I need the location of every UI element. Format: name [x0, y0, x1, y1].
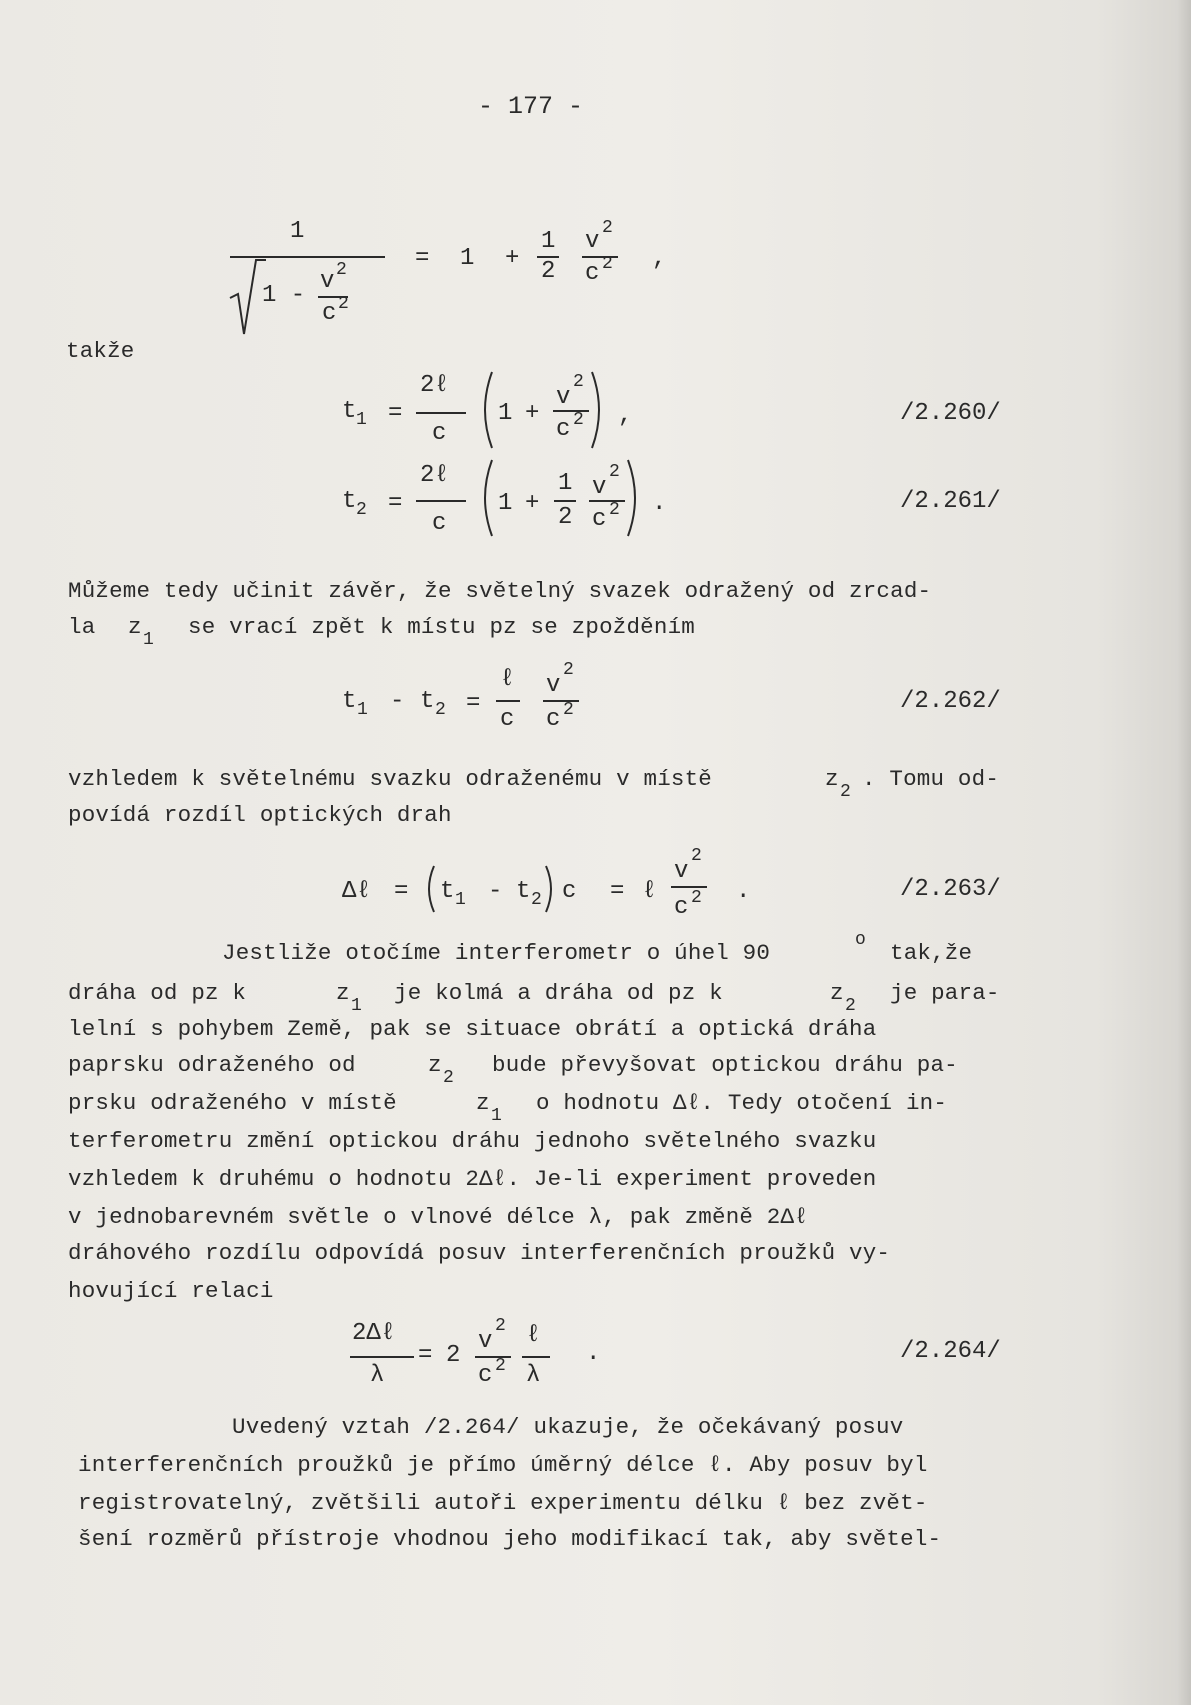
para4-line2: interferenčních proužků je přímo úměrný délce ℓ. Aby posuv byl [78, 1452, 928, 1478]
para3-l5-end: o hodnotu Δℓ. Tedy otočení in- [536, 1090, 948, 1116]
eq-sqrt-v: v [320, 268, 335, 295]
eq263-v-sq: 2 [691, 846, 702, 866]
eq-sqrt-c-sq: 2 [338, 294, 349, 314]
eq264-v-sq: 2 [495, 1316, 506, 1336]
eq263-t2-sub: 2 [531, 890, 542, 910]
eq264-bar [350, 1356, 414, 1358]
eq261-c: c [592, 506, 607, 533]
eq262-minus: - [390, 688, 405, 715]
eq262-c2-sq: 2 [563, 700, 574, 720]
eq261-half-den: 2 [558, 504, 573, 531]
eq264-lambda2: λ [526, 1362, 541, 1389]
para3-line3: lelní s pohybem Země, pak se situace obrátí a optická dráha [68, 1016, 877, 1042]
eq262-t2-sub: 2 [435, 700, 446, 720]
eq264-c-sq: 2 [495, 1356, 506, 1376]
para3-line9: dráhového rozdílu odpovídá posuv interferenčních proužků vy- [68, 1240, 891, 1266]
para2-line1-end: . Tomu od- [862, 766, 1000, 792]
para1-z: z [128, 614, 142, 640]
para4-line1: Uvedený vztah /2.264/ ukazuje, že očekávaný posuv [232, 1414, 904, 1440]
eq263-delta-ell: Δℓ [342, 878, 371, 905]
eq-top-c: c [585, 260, 600, 287]
para3-l5-z: z [476, 1090, 490, 1116]
eq260-c: c [556, 416, 571, 443]
eq261-half-bar [554, 500, 576, 502]
eq263-c2: c [674, 894, 689, 921]
eq-number-2-264: /2.264/ [900, 1338, 1001, 1365]
para3-l4-end: bude převyšovat optickou dráhu pa- [492, 1052, 958, 1078]
eq263-minus: - [488, 878, 503, 905]
eq260-v: v [556, 384, 571, 411]
right-paren-icon [542, 864, 558, 914]
eq264-lambda: λ [370, 1362, 385, 1389]
eq-top-v: v [585, 228, 600, 255]
eq262-v: v [546, 672, 561, 699]
left-paren-icon [476, 458, 496, 538]
para1-line2-end: se vrací zpět k místu pz se zpožděním [188, 614, 695, 640]
para1-z-sub: 1 [143, 630, 154, 650]
eq260-den: c [432, 420, 447, 447]
eq-top-v-sq: 2 [602, 218, 613, 238]
left-paren-icon [476, 370, 496, 450]
para3-line10: hovující relaci [68, 1278, 274, 1304]
eq-top-half-den: 2 [541, 258, 556, 285]
eq260-one: 1 [498, 400, 513, 427]
para3-l5-start: prsku odraženého v místě [68, 1090, 397, 1116]
eq-top-c-sq: 2 [602, 254, 613, 274]
page-number: - 177 - [478, 92, 584, 121]
eq261-bar [416, 500, 466, 502]
eq262-t1: t [342, 688, 357, 715]
para3-line7: vzhledem k druhému o hodnotu 2Δℓ. Je-li experiment proveden [68, 1166, 877, 1192]
eq262-equals: = [466, 690, 481, 717]
eq261-half-num: 1 [558, 470, 573, 497]
eq264-c: c [478, 1362, 493, 1389]
eq-number-2-261: /2.261/ [900, 488, 1001, 515]
para3-l2-z2-sub: 2 [845, 996, 856, 1016]
eq260-c-sq: 2 [573, 410, 584, 430]
eq263-t2: t [516, 878, 531, 905]
eq-number-2-260: /2.260/ [900, 400, 1001, 427]
left-paren-icon [422, 864, 438, 914]
para3-l4-start: paprsku odraženého od [68, 1052, 356, 1078]
eq264-dot: . [586, 1340, 601, 1367]
eq264-equals: = [418, 1342, 433, 1369]
eq-number-2-263: /2.263/ [900, 876, 1001, 903]
eq-sqrt-c: c [322, 300, 337, 327]
eq-top-equals: = [415, 245, 430, 272]
right-paren-icon [588, 370, 608, 450]
para3-line6: terferometru změní optickou dráhu jednoho světelného svazku [68, 1128, 877, 1154]
eq262-t1-sub: 1 [357, 700, 368, 720]
eq262-ell: ℓ [500, 666, 515, 693]
para2-z-sub: 2 [840, 782, 851, 802]
eq261-v: v [592, 474, 607, 501]
para3-l4-z: z [428, 1052, 442, 1078]
eq261-v-sq: 2 [609, 462, 620, 482]
eq261-sub: 2 [356, 500, 367, 520]
para3-l2-end: je para- [890, 980, 1000, 1006]
eq260-num: 2ℓ [420, 372, 449, 399]
eq-top-plus: + [505, 245, 520, 272]
para3-l2-z1-sub: 1 [351, 996, 362, 1016]
eq-top-half-num: 1 [541, 228, 556, 255]
eq263-t1: t [440, 878, 455, 905]
right-paren-icon [624, 458, 644, 538]
page-edge-shadow [1177, 0, 1191, 1705]
eq260-t: t [342, 398, 357, 425]
eq262-c: c [500, 706, 515, 733]
para4-line4: šení rozměrů přístroje vhodnou jeho modifikací tak, aby světel- [78, 1526, 942, 1552]
eq-one-minus: 1 - [262, 282, 306, 309]
para3-l5-z-sub: 1 [491, 1106, 502, 1126]
eq263-t1-sub: 1 [455, 890, 466, 910]
eq263-c2-sq: 2 [691, 888, 702, 908]
eq262-v-sq: 2 [563, 660, 574, 680]
eq263-equals2: = [610, 878, 625, 905]
para3-l1-degree: o [855, 930, 866, 950]
para3-l1-end: tak,že [890, 940, 973, 966]
para3-line8: v jednobarevném světle o vlnové délce λ, pak změně 2Δℓ [68, 1204, 808, 1230]
para3-l2-z2: z [830, 980, 844, 1006]
eq260-bar [416, 412, 466, 414]
eq262-ell-bar [496, 700, 520, 702]
eq264-num: 2Δℓ [352, 1320, 396, 1347]
para3-l4-z-sub: 2 [443, 1068, 454, 1088]
para3-l2-start: dráha od pz k [68, 980, 247, 1006]
eq261-equals: = [388, 490, 403, 517]
eq261-plus: + [525, 490, 540, 517]
eq262-c2: c [546, 706, 561, 733]
eq263-equals: = [394, 878, 409, 905]
eq261-den: c [432, 510, 447, 537]
eq260-sub: 1 [356, 410, 367, 430]
eq264-ell: ℓ [526, 1322, 541, 1349]
eq264-two: 2 [446, 1342, 461, 1369]
eq-number-2-262: /2.262/ [900, 688, 1001, 715]
para3-l1-start: Jestliže otočíme interferometr o úhel 90 [222, 940, 771, 966]
para4-line3: registrovatelný, zvětšili autoři experimentu délku ℓ bez zvět- [78, 1490, 928, 1516]
para1-line1: Můžeme tedy učinit závěr, že světelný svazek odražený od zrcad- [68, 578, 932, 604]
eq262-t2: t [420, 688, 435, 715]
eq260-v-sq: 2 [573, 372, 584, 392]
eq261-num: 2ℓ [420, 462, 449, 489]
text-takze: takže [66, 338, 135, 364]
eq261-dot: . [652, 490, 667, 517]
eq263-dot: . [736, 878, 751, 905]
eq-top-comma: , [652, 245, 667, 272]
eq260-plus: + [525, 400, 540, 427]
para2-z: z [825, 766, 839, 792]
eq263-ell: ℓ [642, 878, 657, 905]
eq263-c: c [562, 878, 577, 905]
eq260-equals: = [388, 400, 403, 427]
eq264-v: v [478, 1328, 493, 1355]
para1-line2-start: la [68, 614, 96, 640]
eq-sqrt-v-sq: 2 [336, 260, 347, 280]
eq-top-numerator: 1 [290, 218, 305, 245]
eq-top-one: 1 [460, 245, 475, 272]
eq260-comma: , [618, 402, 633, 429]
eq264-ell-bar [522, 1356, 550, 1358]
eq261-one: 1 [498, 490, 513, 517]
para3-l2-z1: z [336, 980, 350, 1006]
eq261-c-sq: 2 [609, 500, 620, 520]
eq261-t: t [342, 488, 357, 515]
para3-l2-mid: je kolmá a dráha od pz k [394, 980, 723, 1006]
eq263-v: v [674, 858, 689, 885]
para2-line1-start: vzhledem k světelnému svazku odraženému v místě [68, 766, 713, 792]
para2-line2: povídá rozdíl optických drah [68, 802, 452, 828]
